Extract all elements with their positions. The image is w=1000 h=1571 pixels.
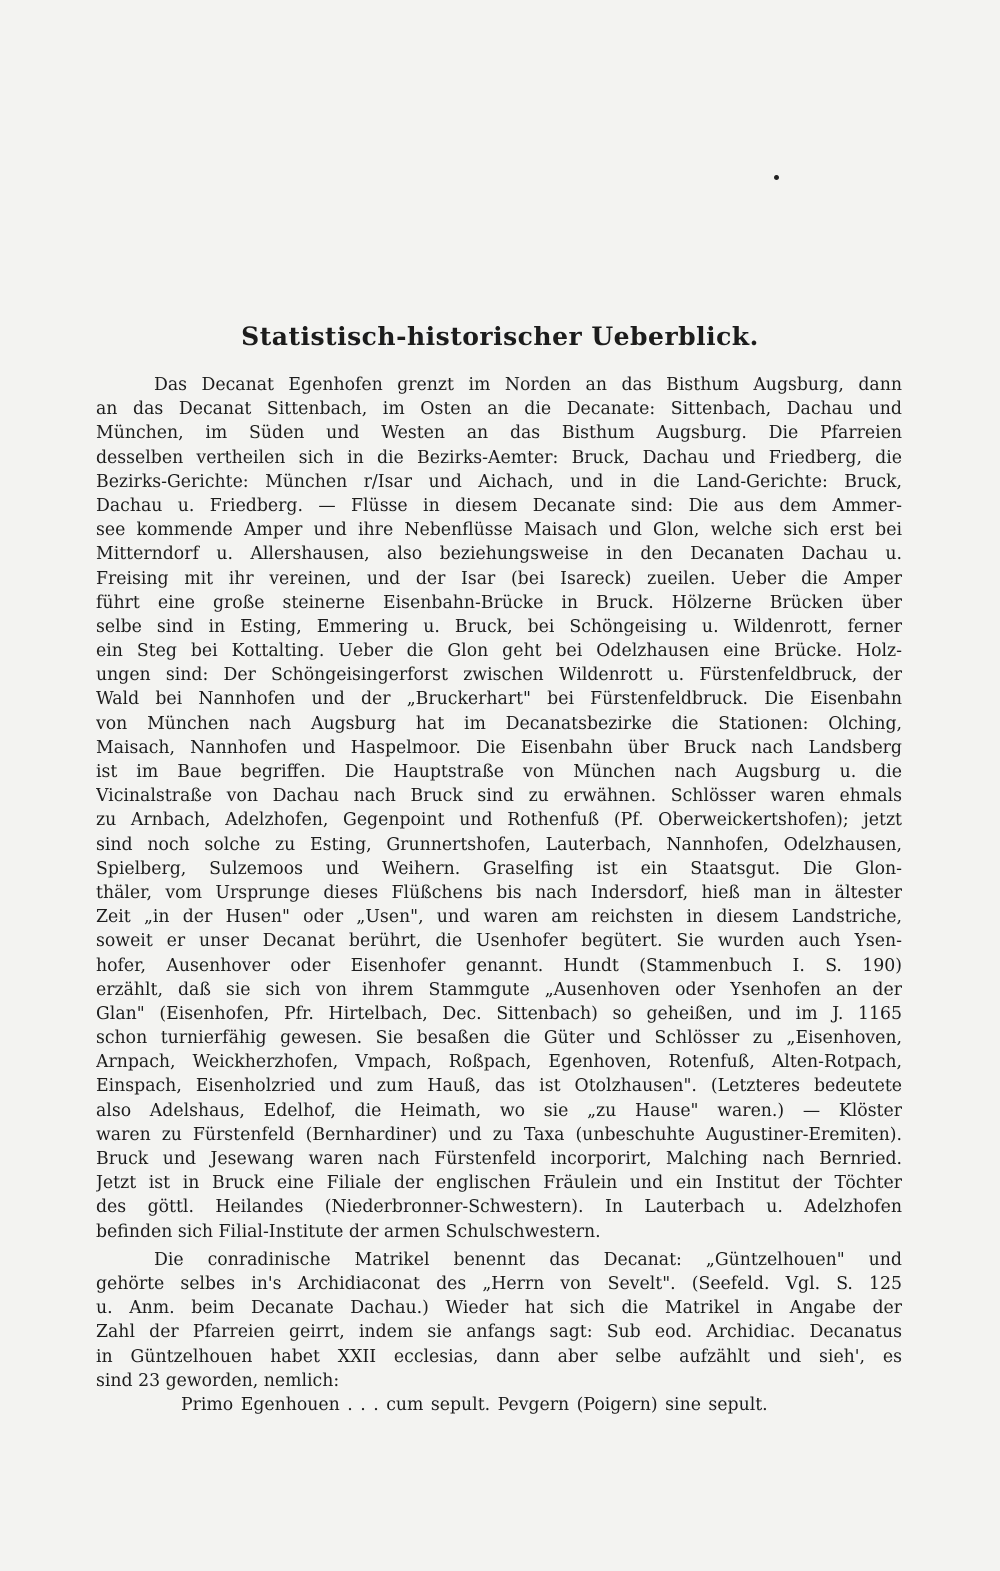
text-line: Arnpach, Weickherzhofen, Vmpach, Roßpach, Egenhoven, Rotenfuß, Alten-Rotpach,	[96, 1052, 902, 1073]
paragraph-1	[96, 373, 902, 1244]
text-line: selbe sind in Esting, Emmering u. Bruck, bei Schöngeising u. Wildenrott, ferner	[96, 616, 902, 637]
text-line: befinden sich Filial-Institute der armen Schulschwestern.	[96, 1221, 601, 1242]
text-line: Maisach, Nannhofen und Haspelmoor. Die Eisenbahn über Bruck nach Landsberg	[96, 737, 902, 758]
text-line: ist im Baue begriffen. Die Hauptstraße von München nach Augsburg u. die	[96, 762, 902, 782]
text-line: Freising mit ihr vereinen, und der Isar (bei Isareck) zueilen. Ueber die Amper	[96, 568, 902, 589]
text-line: schon turnierfähig gewesen. Sie besaßen die Güter und Schlösser zu „Eisenhoven,	[96, 1028, 902, 1049]
paragraph-2	[96, 1248, 902, 1393]
text-line: Jetzt ist in Bruck eine Filiale der englischen Fräulein und ein Institut der Töchter	[96, 1173, 902, 1194]
text-line: Bruck und Jesewang waren nach Fürstenfeld incorporirt, Malching nach Bernried.	[96, 1149, 902, 1169]
text-line: zu Arnbach, Adelzhofen, Gegenpoint und Rothenfuß (Pf. Oberweickertshofen); jetzt	[96, 810, 902, 831]
text-line: Mitterndorf u. Allershausen, also beziehungsweise in den Decanaten Dachau u.	[96, 544, 902, 565]
text-line: Einspach, Eisenholzried und zum Hauß, das ist Otolzhausen". (Letzteres bedeutete	[96, 1076, 902, 1097]
text-line: Zeit „in der Husen" oder „Usen", und waren am reichsten in diesem Landstriche,	[96, 907, 902, 928]
page-title: Statistisch-historischer Ueberblick.	[241, 322, 759, 351]
text-line: Spielberg, Sulzemoos und Weihern. Graselfing ist ein Staatsgut. Die Glon-	[96, 858, 902, 879]
text-line: thäler, vom Ursprunge dieses Flüßchens bis nach Indersdorf, hieß man in ältester	[96, 882, 902, 903]
text-line: Vicinalstraße von Dachau nach Bruck sind zu erwähnen. Schlösser waren ehmals	[96, 786, 902, 807]
text-line: des göttl. Heilandes (Niederbronner-Schwestern). In Lauterbach u. Adelzhofen	[96, 1197, 902, 1218]
text-line: see kommende Amper und ihre Nebenflüsse Maisach und Glon, welche sich erst bei	[96, 520, 902, 541]
text-line: sind 23 geworden, nemlich:	[96, 1370, 340, 1391]
text-line: München, im Süden und Westen an das Bisthum Augsburg. Die Pfarreien	[96, 423, 902, 444]
text-line: führt eine große steinerne Eisenbahn-Brücke in Bruck. Hölzerne Brücken über	[96, 592, 902, 613]
text-line: an das Decanat Sittenbach, im Osten an die Decanate: Sittenbach, Dachau und	[96, 399, 902, 420]
body-text	[96, 373, 902, 1417]
text-line: Glan" (Eisenhofen, Pfr. Hirtelbach, Dec. Sittenbach) so geheißen, und im J. 1165	[96, 1003, 902, 1024]
text-line: u. Anm. beim Decanate Dachau.) Wieder hat sich die Matrikel in Angabe der	[96, 1298, 902, 1319]
ink-speck	[774, 175, 779, 180]
text-line: Dachau u. Friedberg. — Flüsse in diesem Decanate sind: Die aus dem Ammer-	[96, 495, 902, 516]
text-line: erzählt, daß sie sich von ihrem Stammgute „Ausenhoven oder Ysenhofen an der	[96, 979, 902, 1000]
text-line: ein Steg bei Kottalting. Ueber die Glon geht bei Odelzhausen eine Brücke. Holz-	[96, 641, 902, 662]
text-line: in Güntzelhouen habet XXII ecclesias, dann aber selbe aufzählt und sieh', es	[96, 1346, 902, 1367]
text-line: ungen sind: Der Schöngeisingerforst zwischen Wildenrott u. Fürstenfeldbruck, der	[96, 665, 902, 686]
closing-line: Primo Egenhouen . . . cum sepult. Pevgern (Poigern) sine sepult.	[181, 1394, 768, 1415]
text-line: hofer, Ausenhover oder Eisenhofer genannt. Hundt (Stammenbuch I. S. 190)	[96, 955, 902, 976]
text-line: Wald bei Nannhofen und der „Bruckerhart" bei Fürstenfeldbruck. Die Eisenbahn	[96, 689, 902, 710]
text-line: soweit er unser Decanat berührt, die Usenhofer begütert. Sie wurden auch Ysen-	[96, 931, 902, 952]
text-line: sind noch solche zu Esting, Grunnertshofen, Lauterbach, Nannhofen, Odelzhausen,	[96, 834, 902, 855]
text-line: gehörte selbes in's Archidiaconat des „Herrn von Sevelt". (Seefeld. Vgl. S. 125	[96, 1273, 902, 1294]
text-line: Bezirks-Gerichte: München r/Isar und Aichach, und in die Land-Gerichte: Bruck,	[96, 471, 902, 492]
text-line: waren zu Fürstenfeld (Bernhardiner) und zu Taxa (unbeschuhte Augustiner-Eremiten).	[96, 1124, 902, 1145]
text-line: Die conradinische Matrikel benennt das Decanat: „Güntzelhouen" und	[154, 1249, 902, 1270]
text-line: also Adelshaus, Edelhof, die Heimath, wo sie „zu Hause" waren.) — Klöster	[96, 1100, 902, 1121]
text-line: Das Decanat Egenhofen grenzt im Norden an das Bisthum Augsburg, dann	[154, 375, 902, 395]
text-line: desselben vertheilen sich in die Bezirks-Aemter: Bruck, Dachau und Friedberg, die	[96, 447, 902, 468]
text-line: von München nach Augsburg hat im Decanatsbezirke die Stationen: Olching,	[96, 713, 902, 734]
text-line: Zahl der Pfarreien geirrt, indem sie anfangs sagt: Sub eod. Archidiac. Decanatus	[96, 1322, 902, 1343]
